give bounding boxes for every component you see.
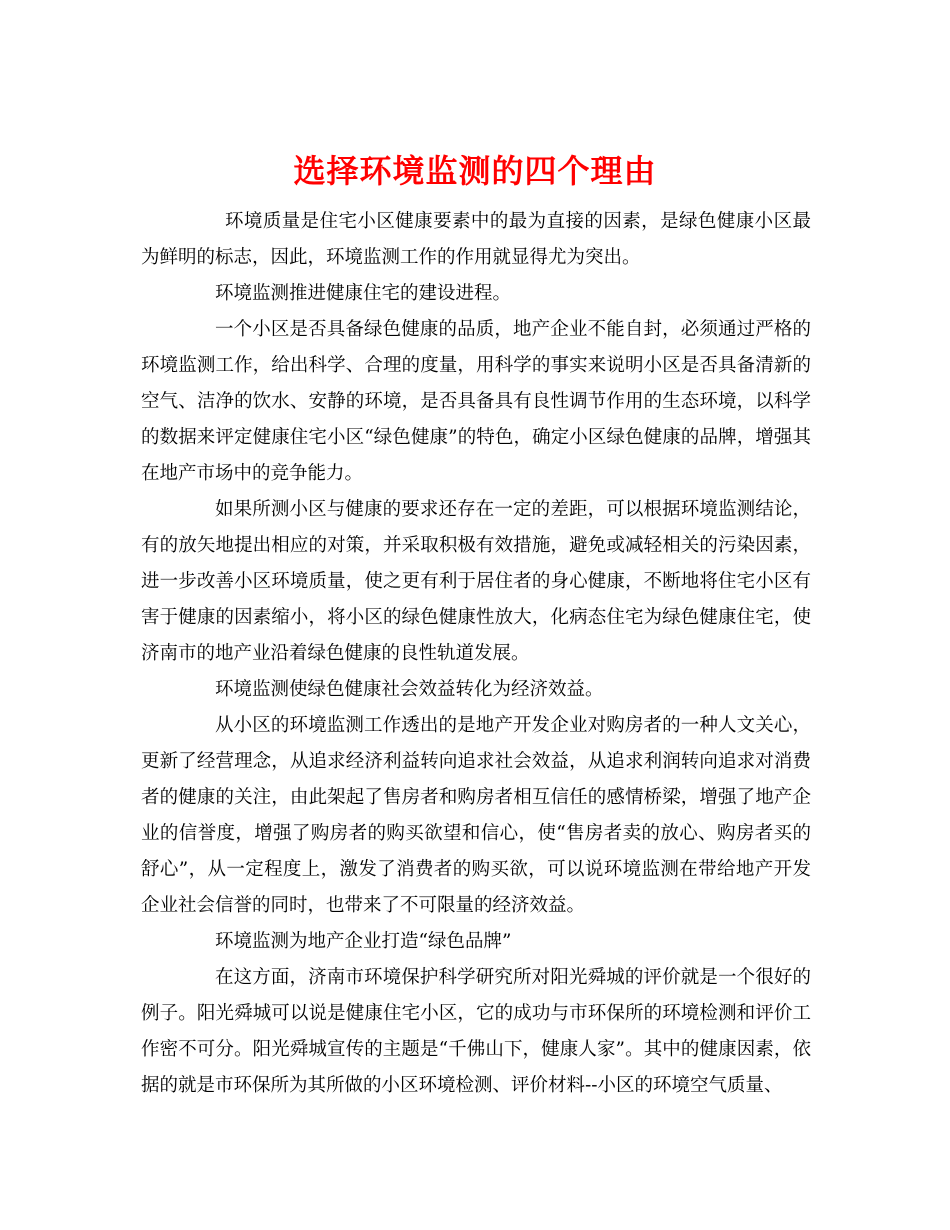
paragraph-3: 从小区的环境监测工作透出的是地产开发企业对购房者的一种人文关心，更新了经营理念，从追求经济利益转向追求社会效益，从追求利润转向追求对消费者的健康的关注，由此架起了售房者和购房者相互信任的感情桥梁，增强了地产企业的信誉度，增强了购房者的购买欲望和信心，使“售房者卖的放心、购房者买的舒心”，从一定程度上，激发了消费者的购买欲，可以说环境监测在带给地产开发企业社会信誉的同时，也带来了不可限量的经济效益。 — [141, 715, 811, 916]
document-body — [141, 204, 811, 1104]
section-heading-1: 环境监测推进健康住宅的建设进程。 — [215, 283, 512, 304]
paragraph-4: 在这方面，济南市环境保护科学研究所对阳光舜城的评价就是一个很好的例子。阳光舜城可以说是健康住宅小区，它的成功与市环保所的环境检测和评价工作密不可分。阳光舜城宣传的主题是“千佛山下，健康人家”。其中的健康因素，依据的就是市环保所为其所做的小区环境检测、评价材料--小区的环境空气质量、 — [141, 967, 811, 1096]
section-heading-2: 环境监测使绿色健康社会效益转化为经济效益。 — [215, 679, 604, 700]
paragraph-1: 一个小区是否具备绿色健康的品质，地产企业不能自封，必须通过严格的环境监测工作，给出科学、合理的度量，用科学的事实来说明小区是否具备清新的空气、洁净的饮水、安静的环境，是否具备具有良性调节作用的生态环境，以科学的数据来评定健康住宅小区“绿色健康”的特色，确定小区绿色健康的品牌，增强其在地产市场中的竞争能力。 — [141, 319, 811, 484]
section-heading-3: 环境监测为地产企业打造“绿色品牌” — [215, 931, 512, 952]
paragraph-intro: 环境质量是住宅小区健康要素中的最为直接的因素，是绿色健康小区最为鲜明的标志，因此，环境监测工作的作用就显得尤为突出。 — [141, 211, 811, 268]
paragraph-2: 如果所测小区与健康的要求还存在一定的差距，可以根据环境监测结论，有的放矢地提出相应的对策，并采取积极有效措施，避免或减轻相关的污染因素，进一步改善小区环境质量，使之更有利于居住者的身心健康，不断地将住宅小区有害于健康的因素缩小，将小区的绿色健康性放大，化病态住宅为绿色健康住宅，使济南市的地产业沿着绿色健康的良性轨道发展。 — [141, 499, 811, 664]
document-title: 选择环境监测的四个理由 — [293, 152, 657, 191]
